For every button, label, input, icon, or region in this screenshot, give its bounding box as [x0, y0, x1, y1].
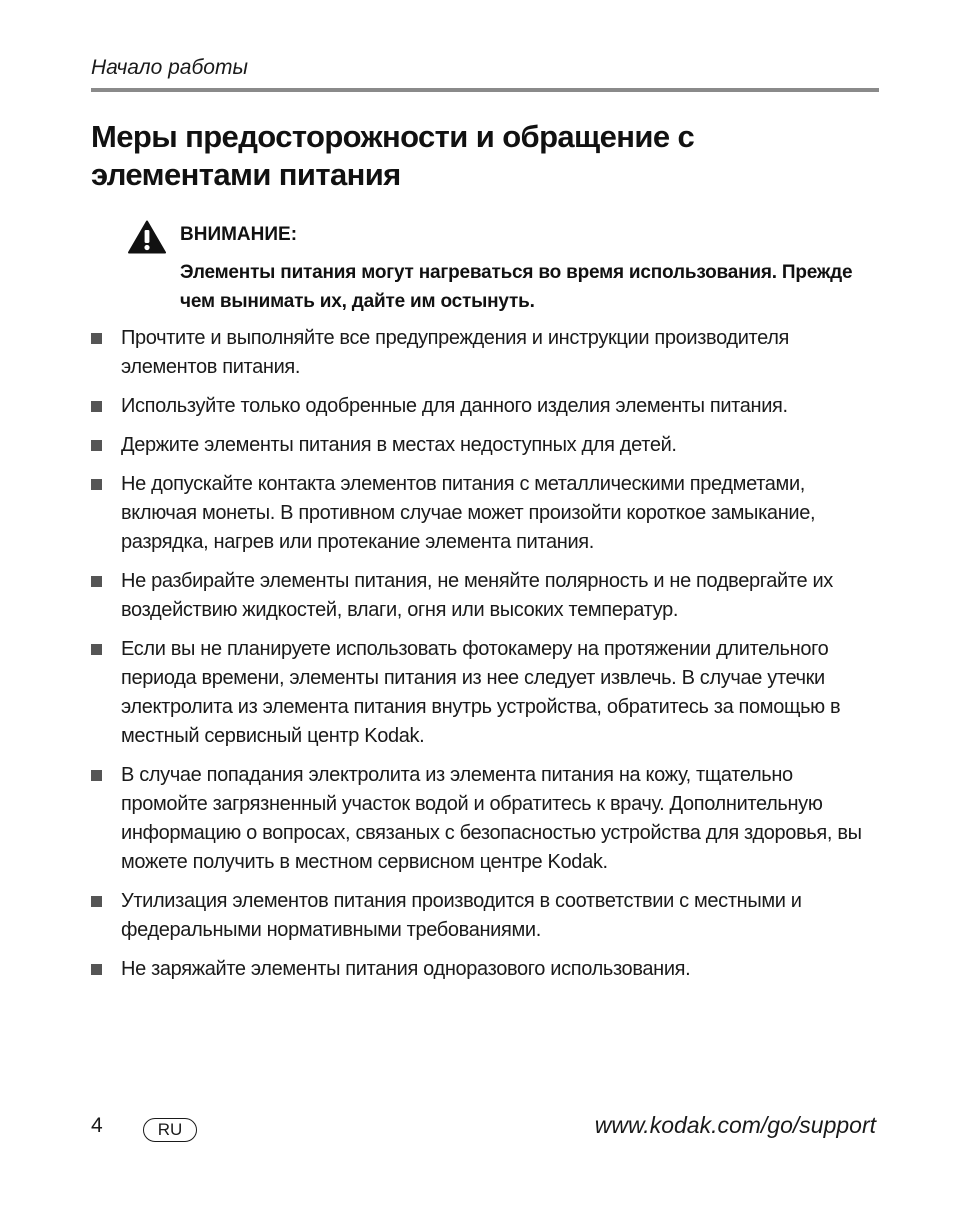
page-title: Меры предосторожности и обращение с элементами питания	[91, 119, 695, 192]
section-header: Начало работы	[91, 56, 248, 79]
bullet-square-icon	[91, 576, 102, 587]
support-url-link[interactable]: www.kodak.com/go/support	[594, 1112, 876, 1138]
list-item	[91, 470, 879, 557]
list-item	[91, 324, 879, 382]
list-item	[91, 635, 879, 751]
page-number: 4	[91, 1114, 103, 1137]
list-item-text: Используйте только одобренные для данного изделия элементы питания.	[121, 395, 788, 417]
list-item-text: Держите элементы питания в местах недоступных для детей.	[121, 434, 677, 456]
bullet-square-icon	[91, 333, 102, 344]
bullet-square-icon	[91, 964, 102, 975]
warning-triangle-icon	[128, 220, 166, 254]
precautions-list	[91, 324, 879, 994]
list-item	[91, 955, 879, 984]
bullet-square-icon	[91, 644, 102, 655]
bullet-square-icon	[91, 896, 102, 907]
list-item-text: Не заряжайте элементы питания одноразового использования.	[121, 958, 691, 980]
list-item-text: Если вы не планируете использовать фотокамеру на протяжении длительного периода времени, элементы питания из нее следует извлечь. В случае утечки электролита из элемента питания внутрь устройства, обратитесь за помощью в местный сервисный центр Kodak.	[121, 638, 841, 747]
bullet-square-icon	[91, 440, 102, 451]
header-divider	[91, 88, 879, 92]
bullet-square-icon	[91, 401, 102, 412]
list-item	[91, 567, 879, 625]
bullet-square-icon	[91, 479, 102, 490]
manual-page	[91, 0, 879, 1214]
language-badge: RU	[143, 1118, 197, 1142]
list-item-text: Утилизация элементов питания производится в соответствии с местными и федеральными нормативными требованиями.	[121, 890, 802, 941]
list-item-text: Прочтите и выполняйте все предупреждения и инструкции производителя элементов питания.	[121, 327, 790, 378]
warning-label: ВНИМАНИЕ:	[180, 224, 298, 245]
list-item-text: Не разбирайте элементы питания, не меняйте полярность и не подвергайте их воздействию жидкостей, влаги, огня или высоких температур.	[121, 570, 833, 621]
list-item-text: В случае попадания электролита из элемента питания на кожу, тщательно промойте загрязненный участок водой и обратитесь к врачу. Дополнительную информацию о вопросах, связаных с безопасностью устройства для здоровья, вы можете получить в местном сервисном центре Kodak.	[121, 764, 862, 873]
list-item	[91, 761, 879, 877]
warning-text: Элементы питания могут нагреваться во время использования. Прежде чем вынимать их, дайте им остынуть.	[180, 262, 853, 312]
bullet-square-icon	[91, 770, 102, 781]
list-item	[91, 431, 879, 460]
list-item	[91, 887, 879, 945]
list-item-text: Не допускайте контакта элементов питания с металлическими предметами, включая монеты. В противном случае может произойти короткое замыкание, разрядка, нагрев или протекание элемента питания.	[121, 473, 816, 553]
list-item	[91, 392, 879, 421]
